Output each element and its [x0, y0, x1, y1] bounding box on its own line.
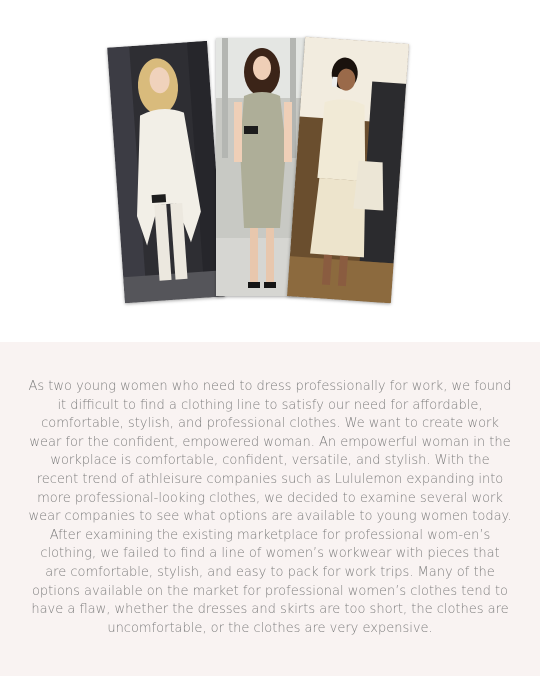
intro-paragraph: As two young women who need to dress professionally for work, we found it difficult to find a clothing line to satisfy our need for affordable, comfortable, stylish, and professional clothes. We want to create work wear for the confident, empowered woman. An empowerful woman in the workplace is comfortable, confident, versatile, and stylish. With the recent trend of athleisure companies such as Lululemon expanding into more professional-looking clothes, we decided to examine several work wear companies to see what options are available to young women today. After examining the existing marketplace for professional wom-en’s clothing, we failed to find a line of women’s workwear with pieces that are comfortable, stylish, and easy to pack for work trips. Many of the options available on the market for professional women’s clothes tend to have a flaw, whether the dresses and skirts are too short, the clothes are uncomfortable, or the clothes are very expensive.	[28, 379, 512, 636]
photo-woman-white-jacket	[107, 41, 225, 303]
intro-text-panel	[0, 342, 540, 676]
photo-woman-cream-suit	[287, 37, 409, 304]
